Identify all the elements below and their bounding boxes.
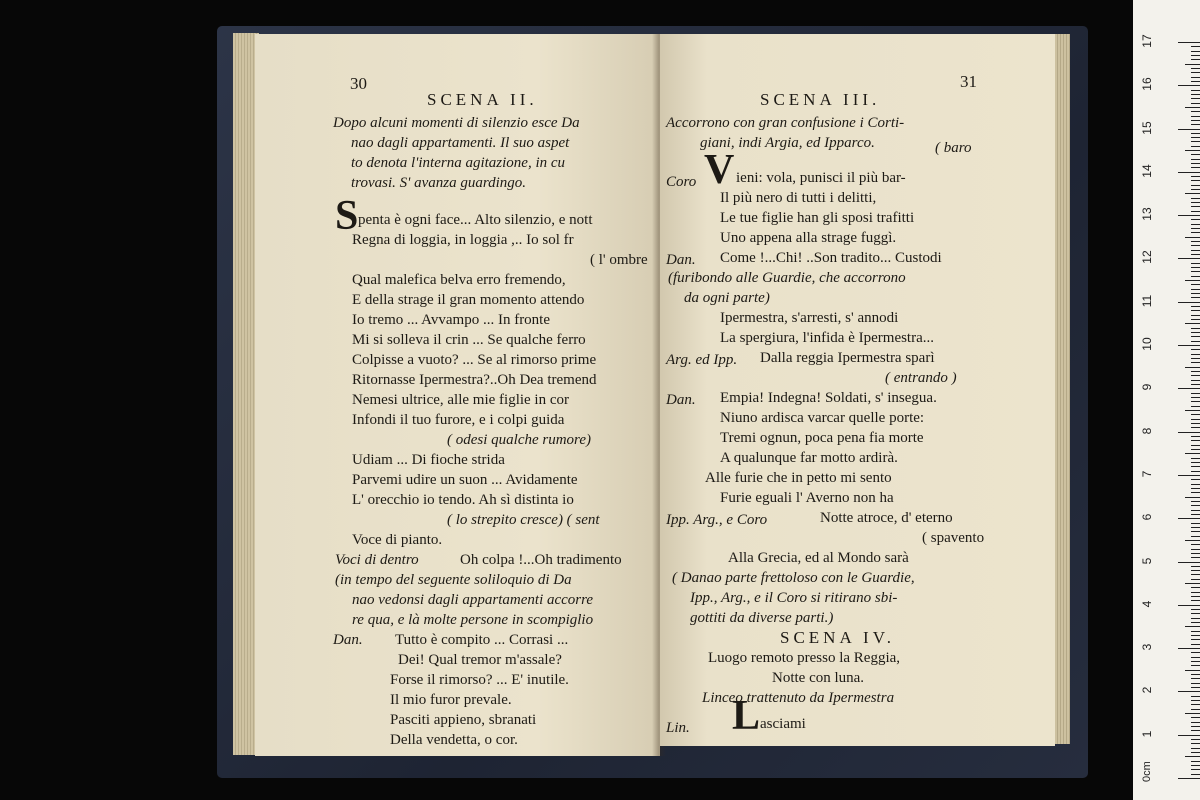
ruler-tick: [1185, 323, 1200, 324]
ruler-tick: [1191, 310, 1200, 311]
ruler-tick: [1191, 315, 1200, 316]
ruler-number: 14: [1140, 164, 1154, 178]
ruler-tick: [1191, 328, 1200, 329]
ruler-tick: [1191, 414, 1200, 415]
ruler-tick: [1191, 674, 1200, 675]
ruler-tick: [1191, 466, 1200, 467]
ruler-tick: [1191, 393, 1200, 394]
ruler-tick: [1191, 665, 1200, 666]
ruler-tick: [1191, 501, 1200, 502]
ruler-tick: [1178, 85, 1200, 86]
ruler-tick: [1178, 648, 1200, 649]
verse-line: Ipermestra, s'arresti, s' annodi: [720, 310, 899, 326]
ruler-tick: [1185, 193, 1200, 194]
ruler-tick: [1191, 661, 1200, 662]
ruler-tick: [1191, 276, 1200, 277]
ruler-tick: [1191, 94, 1200, 95]
ruler-tick: [1191, 111, 1200, 112]
ruler-tick: [1191, 462, 1200, 463]
verse-line: Furie eguali l' Averno non ha: [720, 490, 894, 506]
ruler-number: 3: [1140, 643, 1154, 651]
ruler-tick: [1191, 267, 1200, 268]
ruler-tick: [1191, 709, 1200, 710]
ruler-tick: [1191, 77, 1200, 78]
ruler-tick: [1191, 748, 1200, 749]
ruler-tick: [1185, 453, 1200, 454]
verse-line: asciami: [760, 716, 806, 732]
ruler-tick: [1191, 103, 1200, 104]
stage-direction: ( spavento: [922, 530, 985, 546]
ruler-tick: [1191, 696, 1200, 697]
speaker-name: Coro: [666, 174, 697, 190]
ruler-tick: [1191, 354, 1200, 355]
scene-heading: SCENA III.: [760, 90, 881, 109]
ruler-tick: [1191, 228, 1200, 229]
verse-line: Io tremo ... Avvampo ... In fronte: [352, 312, 551, 328]
stage-direction: (in tempo del seguente soliloquio di Da: [335, 572, 572, 588]
ruler-tick: [1191, 596, 1200, 597]
ruler-tick: [1191, 484, 1200, 485]
verse-line: Il più nero di tutti i delitti,: [720, 190, 877, 206]
ruler-tick: [1178, 562, 1200, 563]
ruler-tick: [1191, 146, 1200, 147]
ruler-tick: [1191, 401, 1200, 402]
ruler-number: 9: [1140, 383, 1154, 391]
ruler-tick: [1191, 55, 1200, 56]
verse-line: ( l' ombre: [590, 252, 648, 268]
ruler-tick: [1191, 752, 1200, 753]
ruler-tick: [1191, 141, 1200, 142]
ruler-tick: [1191, 137, 1200, 138]
intro-line: Accorrono con gran confusione i Corti-: [666, 115, 905, 131]
ruler-tick: [1191, 557, 1200, 558]
verse-line: Notte atroce, d' eterno: [820, 510, 953, 526]
ruler-tick: [1191, 189, 1200, 190]
ruler-tick: [1191, 284, 1200, 285]
verse-line: Ritornasse Ipermestra?..Oh Dea tremend: [352, 372, 597, 388]
speaker-name: Dan.: [666, 252, 696, 268]
intro-line: to denota l'interna agitazione, in cu: [351, 155, 566, 171]
ruler-tick: [1191, 644, 1200, 645]
page-number: 31: [960, 72, 977, 91]
verse-line: ieni: vola, punisci il più bar-: [736, 170, 906, 186]
ruler-number: 7: [1140, 470, 1154, 478]
ruler-tick: [1191, 423, 1200, 424]
ruler-tick: [1185, 410, 1200, 411]
verse-line: Tutto è compito ... Corrasi ...: [395, 632, 569, 648]
ruler-unit-label: 0cm: [1141, 761, 1153, 782]
ruler-tick: [1191, 81, 1200, 82]
measuring-ruler: [1133, 0, 1200, 800]
drop-cap: V: [704, 147, 735, 193]
verse-line: Regna di loggia, in loggia ,.. Io sol fr: [352, 232, 574, 248]
ruler-tick: [1191, 492, 1200, 493]
ruler-tick: [1191, 471, 1200, 472]
ruler-tick: [1191, 293, 1200, 294]
ruler-number: 17: [1140, 34, 1154, 48]
scene-heading: SCENA II.: [427, 90, 538, 109]
ruler-tick: [1191, 687, 1200, 688]
verse-line: Mi si solleva il crin ... Se qualche ferro: [352, 332, 586, 348]
verse-line: Colpisse a vuoto? ... Se al rimorso prime: [352, 352, 597, 368]
ruler-tick: [1191, 618, 1200, 619]
ruler-tick: [1191, 46, 1200, 47]
ruler-tick: [1191, 765, 1200, 766]
ruler-tick: [1178, 302, 1200, 303]
stage-direction: ( Danao parte frettoloso con le Guardie,: [672, 570, 915, 586]
ruler-tick: [1191, 68, 1200, 69]
ruler-tick: [1191, 185, 1200, 186]
ruler-tick: [1191, 198, 1200, 199]
ruler-number: 12: [1140, 250, 1154, 265]
ruler-tick: [1191, 90, 1200, 91]
ruler-tick: [1191, 219, 1200, 220]
ruler-tick: [1178, 432, 1200, 433]
verse-line: Udiam ... Di fioche strida: [352, 452, 505, 468]
ruler-tick: [1191, 761, 1200, 762]
ruler-tick: [1191, 232, 1200, 233]
ruler-tick: [1191, 549, 1200, 550]
ruler-tick: [1191, 406, 1200, 407]
speaker-name: Lin.: [666, 720, 690, 736]
ruler-tick: [1191, 380, 1200, 381]
ruler-tick: [1191, 609, 1200, 610]
ruler-tick: [1178, 518, 1200, 519]
ruler-tick: [1191, 743, 1200, 744]
ruler-tick: [1191, 479, 1200, 480]
ruler-tick: [1178, 735, 1200, 736]
ruler-tick: [1191, 98, 1200, 99]
ruler-tick: [1191, 116, 1200, 117]
ruler-tick: [1191, 72, 1200, 73]
ruler-tick: [1191, 306, 1200, 307]
ruler-tick: [1191, 59, 1200, 60]
stage-direction: ( lo strepito cresce) ( sent: [447, 512, 600, 528]
ruler-tick: [1191, 600, 1200, 601]
ruler-tick: [1191, 544, 1200, 545]
ruler-tick: [1191, 375, 1200, 376]
ruler-tick: [1191, 700, 1200, 701]
intro-line: trovasi. S' avanza guardingo.: [351, 175, 527, 191]
ruler-tick: [1191, 167, 1200, 168]
ruler-tick: [1191, 722, 1200, 723]
ruler-tick: [1191, 341, 1200, 342]
left-page: [255, 34, 660, 756]
ruler-number: 13: [1140, 207, 1154, 221]
right-page: [660, 34, 1055, 746]
ruler-tick: [1191, 358, 1200, 359]
ruler-tick: [1191, 254, 1200, 255]
ruler-tick: [1191, 297, 1200, 298]
ruler-tick: [1191, 587, 1200, 588]
speaker-name: Ipp. Arg., e Coro: [666, 512, 768, 528]
speaker-name: Dan.: [333, 632, 363, 648]
ruler-tick: [1191, 419, 1200, 420]
ruler-tick: [1191, 652, 1200, 653]
ruler-tick: [1191, 678, 1200, 679]
speaker-name: Voci di dentro: [335, 552, 419, 568]
ruler-tick: [1185, 583, 1200, 584]
verse-line: Parvemi udire un suon ... Avidamente: [352, 472, 578, 488]
ruler-tick: [1191, 774, 1200, 775]
verse-line: Dalla reggia Ipermestra sparì: [760, 350, 935, 366]
ruler-tick: [1178, 129, 1200, 130]
ruler-tick: [1178, 42, 1200, 43]
ruler-tick: [1191, 570, 1200, 571]
ruler-tick: [1191, 271, 1200, 272]
verse-line: Voce di pianto.: [352, 532, 443, 548]
ruler-tick: [1191, 536, 1200, 537]
ruler-tick: [1191, 730, 1200, 731]
ruler-tick: [1178, 215, 1200, 216]
stage-direction: ( entrando ): [885, 370, 957, 386]
ruler-tick: [1191, 622, 1200, 623]
verse-line: Come !...Chi! ..Son tradito... Custodi: [720, 250, 942, 266]
ruler-tick: [1185, 713, 1200, 714]
ruler-tick: [1191, 726, 1200, 727]
ruler-tick: [1191, 289, 1200, 290]
ruler-tick: [1191, 510, 1200, 511]
stage-direction: ( odesi qualche rumore): [447, 432, 591, 448]
ruler-tick: [1185, 280, 1200, 281]
ruler-tick: [1191, 202, 1200, 203]
ruler-tick: [1191, 250, 1200, 251]
ruler-tick: [1191, 397, 1200, 398]
ruler-tick: [1185, 64, 1200, 65]
verse-line: Alle furie che in petto mi sento: [705, 470, 892, 486]
ruler-tick: [1191, 527, 1200, 528]
speaker-name: Dan.: [666, 392, 696, 408]
ruler-tick: [1178, 605, 1200, 606]
ruler-tick: [1191, 683, 1200, 684]
ruler-tick: [1191, 739, 1200, 740]
ruler-tick: [1178, 258, 1200, 259]
ruler-tick: [1191, 349, 1200, 350]
ruler-tick: [1191, 384, 1200, 385]
ruler-number: 8: [1140, 427, 1154, 434]
ruler-tick: [1191, 440, 1200, 441]
intro-line: nao dagli appartamenti. Il suo aspet: [351, 135, 570, 151]
ruler-tick: [1191, 124, 1200, 125]
ruler-tick: [1191, 657, 1200, 658]
ruler-tick: [1191, 241, 1200, 242]
ruler-tick: [1178, 388, 1200, 389]
ruler-tick: [1191, 449, 1200, 450]
ruler-tick: [1191, 635, 1200, 636]
ruler-tick: [1191, 176, 1200, 177]
scene-description: Luogo remoto presso la Reggia,: [708, 650, 901, 666]
ruler-tick: [1185, 756, 1200, 757]
verse-line: La spergiura, l'infida è Ipermestra...: [720, 330, 935, 346]
ruler-tick: [1178, 172, 1200, 173]
ruler-tick: [1191, 245, 1200, 246]
ruler-tick: [1191, 523, 1200, 524]
ruler-tick: [1191, 592, 1200, 593]
speaker-name: Arg. ed Ipp.: [666, 352, 738, 368]
ruler-tick: [1191, 120, 1200, 121]
ruler-tick: [1191, 211, 1200, 212]
intro-line: giani, indi Argia, ed Ipparco.: [700, 135, 875, 151]
stage-direction: re qua, e là molte persone in scompiglio: [352, 612, 594, 628]
ruler-tick: [1191, 769, 1200, 770]
verse-line: Le tue figlie han gli sposi trafitti: [720, 210, 915, 226]
ruler-tick: [1191, 505, 1200, 506]
verse-line: Uno appena alla strage fuggì.: [720, 230, 897, 246]
ruler-tick: [1191, 458, 1200, 459]
ruler-tick: [1185, 150, 1200, 151]
ruler-tick: [1185, 367, 1200, 368]
ruler-tick: [1185, 237, 1200, 238]
verse-line: Pasciti appieno, sbranati: [390, 712, 537, 728]
stage-direction: da ogni parte): [684, 290, 770, 306]
ruler-tick: [1191, 574, 1200, 575]
verse-line: Dei! Qual tremor m'assale?: [398, 652, 562, 668]
verse-line: Tremi ognun, poca pena fia morte: [720, 430, 924, 446]
scene-description: Notte con luna.: [772, 670, 865, 686]
ruler-tick: [1191, 371, 1200, 372]
ruler-number: 11: [1140, 294, 1154, 307]
ruler-tick: [1191, 332, 1200, 333]
ruler-tick: [1185, 497, 1200, 498]
stage-direction: gottiti da diverse parti.): [690, 610, 834, 626]
ruler-tick: [1191, 717, 1200, 718]
ruler-tick: [1191, 445, 1200, 446]
intro-line: Dopo alcuni momenti di silenzio esce Da: [333, 115, 580, 131]
ruler-tick: [1191, 488, 1200, 489]
ruler-tick: [1191, 514, 1200, 515]
drop-cap: L: [732, 693, 761, 739]
ruler-tick: [1191, 263, 1200, 264]
verse-line: Forse il rimorso? ... E' inutile.: [390, 672, 569, 688]
verse-line: Della vendetta, o cor.: [390, 732, 518, 748]
verse-line: L' orecchio io tendo. Ah sì distinta io: [352, 492, 574, 508]
ruler-number: 6: [1140, 513, 1154, 521]
verse-line: penta è ogni face... Alto silenzio, e nott: [358, 212, 593, 228]
page-number: 30: [350, 74, 367, 93]
ruler-number: 5: [1140, 557, 1154, 564]
ruler-tick: [1191, 154, 1200, 155]
ruler-number: 15: [1140, 120, 1154, 135]
ruler-number: 2: [1140, 687, 1154, 694]
ruler-tick: [1191, 436, 1200, 437]
ruler-tick: [1191, 206, 1200, 207]
verse-line: Nemesi ultrice, alle mie figlie in cor: [352, 392, 570, 408]
scene-note: Linceo trattenuto da Ipermestra: [702, 690, 895, 706]
ruler-tick: [1191, 163, 1200, 164]
ruler-tick: [1191, 362, 1200, 363]
stage-direction: Ipp., Arg., e il Coro si ritirano sbi-: [690, 590, 898, 606]
ruler-tick: [1191, 319, 1200, 320]
verse-line: A qualunque far motto ardirà.: [720, 450, 898, 466]
ruler-tick: [1178, 691, 1200, 692]
ruler-tick: [1178, 778, 1200, 779]
ruler-tick: [1191, 531, 1200, 532]
ruler-number: 10: [1140, 337, 1154, 351]
ruler-tick: [1191, 159, 1200, 160]
ruler-number: 1: [1140, 730, 1154, 738]
intro-line: ( baro: [935, 140, 972, 156]
ruler-tick: [1185, 670, 1200, 671]
ruler-tick: [1178, 345, 1200, 346]
ruler-tick: [1191, 704, 1200, 705]
ruler-tick: [1191, 579, 1200, 580]
ruler-tick: [1191, 553, 1200, 554]
scene-heading: SCENA IV.: [780, 628, 896, 647]
ruler-tick: [1191, 613, 1200, 614]
ruler-tick: [1178, 475, 1200, 476]
ruler-tick: [1191, 631, 1200, 632]
ruler-tick: [1185, 626, 1200, 627]
ruler-tick: [1191, 133, 1200, 134]
verse-line: Infondi il tuo furore, e i colpi guida: [352, 412, 565, 428]
ruler-tick: [1191, 224, 1200, 225]
ruler-tick: [1191, 180, 1200, 181]
verse-line: Qual malefica belva erro fremendo,: [352, 272, 566, 288]
ruler-tick: [1191, 566, 1200, 567]
verse-line: Niuno ardisca varcar quelle porte:: [720, 410, 925, 426]
stage-direction: (furibondo alle Guardie, che accorrono: [668, 270, 906, 286]
stage-direction: nao vedonsi dagli appartamenti accorre: [352, 592, 594, 608]
verse-line: Oh colpa !...Oh tradimento: [460, 552, 622, 568]
ruler-tick: [1191, 336, 1200, 337]
ruler-tick: [1191, 427, 1200, 428]
ruler-tick: [1191, 51, 1200, 52]
ruler-number: 4: [1140, 600, 1154, 608]
ruler-number: 16: [1140, 77, 1154, 91]
ruler-tick: [1191, 639, 1200, 640]
drop-cap: S: [335, 193, 359, 239]
verse-line: Alla Grecia, ed al Mondo sarà: [728, 550, 909, 566]
verse-line: Empia! Indegna! Soldati, s' insegua.: [720, 390, 937, 406]
verse-line: E della strage il gran momento attendo: [352, 292, 585, 308]
verse-line: Il mio furor prevale.: [390, 692, 512, 708]
ruler-tick: [1185, 107, 1200, 108]
ruler-tick: [1185, 540, 1200, 541]
